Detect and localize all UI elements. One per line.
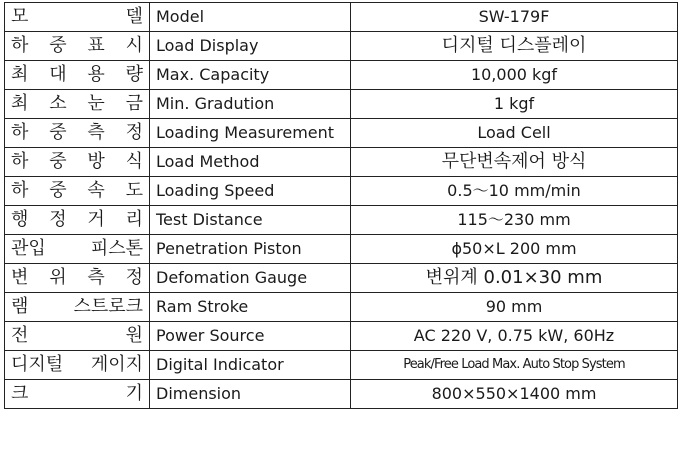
- korean-label-part: 측: [87, 122, 105, 143]
- spec-value: 10,000 kgf: [351, 61, 678, 90]
- korean-label-part: 눈: [87, 93, 105, 114]
- korean-label-part: 표: [87, 35, 105, 56]
- spec-value: 0.5～10 mm/min: [351, 177, 678, 206]
- table-row: [5, 322, 678, 351]
- english-label: Max. Capacity: [150, 61, 351, 90]
- english-label: Penetration Piston: [150, 235, 351, 264]
- korean-label-part: 위: [49, 267, 67, 288]
- korean-label-cell: [5, 351, 150, 380]
- spec-value: 90 mm: [351, 293, 678, 322]
- table-row: [5, 293, 678, 322]
- spec-value: 1 kgf: [351, 90, 678, 119]
- korean-label-part: 하: [11, 151, 29, 172]
- english-label: Dimension: [150, 380, 351, 409]
- korean-label-part: 관입: [11, 238, 46, 259]
- spec-value: SW-179F: [351, 3, 678, 32]
- korean-label-cell: [5, 32, 150, 61]
- korean-label-cell: [5, 119, 150, 148]
- table-row: [5, 177, 678, 206]
- korean-label: [11, 293, 143, 321]
- english-label: Test Distance: [150, 206, 351, 235]
- korean-label: [11, 206, 143, 234]
- spec-value: Peak/Free Load Max. Auto Stop System: [351, 351, 678, 380]
- korean-label-part: 정: [49, 209, 67, 230]
- korean-label-part: 게이지: [90, 354, 143, 375]
- korean-label-part: 디지털: [11, 354, 64, 375]
- korean-label: [11, 32, 143, 60]
- korean-label-part: 변: [11, 267, 29, 288]
- korean-label-part: 원: [125, 325, 143, 346]
- table-row: [5, 235, 678, 264]
- korean-label-part: 측: [87, 267, 105, 288]
- spec-table-body: [5, 3, 678, 409]
- english-label: Loading Measurement: [150, 119, 351, 148]
- korean-label-cell: [5, 322, 150, 351]
- korean-label-part: 기: [125, 383, 143, 404]
- korean-label-cell: [5, 61, 150, 90]
- english-label: Digital Indicator: [150, 351, 351, 380]
- korean-label-part: 하: [11, 122, 29, 143]
- korean-label-part: 최: [11, 64, 29, 85]
- korean-label-part: 금: [125, 93, 143, 114]
- korean-label-part: 거: [87, 209, 105, 230]
- korean-label-cell: [5, 148, 150, 177]
- korean-label-part: 스트로크: [73, 296, 143, 317]
- korean-label-part: 하: [11, 180, 29, 201]
- table-row: [5, 264, 678, 293]
- korean-label-part: 대: [49, 64, 67, 85]
- korean-label-part: 모: [11, 6, 29, 27]
- korean-label-part: 중: [49, 180, 67, 201]
- table-row: [5, 351, 678, 380]
- korean-label-part: 정: [125, 267, 143, 288]
- korean-label-cell: [5, 206, 150, 235]
- spec-value: Load Cell: [351, 119, 678, 148]
- english-label: Load Display: [150, 32, 351, 61]
- korean-label-part: 중: [49, 35, 67, 56]
- korean-label-part: 행: [11, 209, 29, 230]
- korean-label-part: 피스톤: [90, 238, 143, 259]
- korean-label-part: 도: [125, 180, 143, 201]
- spec-value: ϕ50×L 200 mm: [351, 235, 678, 264]
- korean-label: [11, 322, 143, 350]
- korean-label: [11, 351, 143, 379]
- english-label: Defomation Gauge: [150, 264, 351, 293]
- english-label: Ram Stroke: [150, 293, 351, 322]
- korean-label: [11, 264, 143, 292]
- english-label: Model: [150, 3, 351, 32]
- korean-label: [11, 177, 143, 205]
- korean-label-cell: [5, 235, 150, 264]
- korean-label: [11, 235, 143, 263]
- korean-label-part: 정: [125, 122, 143, 143]
- korean-label: [11, 148, 143, 176]
- spec-value: 800×550×1400 mm: [351, 380, 678, 409]
- spec-value: 무단변속제어 방식: [351, 148, 678, 177]
- korean-label-cell: [5, 177, 150, 206]
- english-label: Power Source: [150, 322, 351, 351]
- korean-label-part: 리: [125, 209, 143, 230]
- table-row: [5, 32, 678, 61]
- korean-label-cell: [5, 3, 150, 32]
- table-row: [5, 61, 678, 90]
- spec-value: 디지털 디스플레이: [351, 32, 678, 61]
- table-row: [5, 3, 678, 32]
- korean-label-part: 식: [125, 151, 143, 172]
- korean-label: [11, 61, 143, 89]
- table-row: [5, 90, 678, 119]
- korean-label-part: 크: [11, 383, 29, 404]
- english-label: Load Method: [150, 148, 351, 177]
- korean-label: [11, 90, 143, 118]
- korean-label-cell: [5, 90, 150, 119]
- korean-label-part: 하: [11, 35, 29, 56]
- korean-label-part: 중: [49, 122, 67, 143]
- spec-value: 변위계 0.01×30 mm: [351, 264, 678, 293]
- korean-label-cell: [5, 293, 150, 322]
- spec-value: 115～230 mm: [351, 206, 678, 235]
- korean-label-part: 델: [125, 6, 143, 27]
- korean-label-part: 속: [87, 180, 105, 201]
- korean-label: [11, 119, 143, 147]
- spec-table: [4, 2, 678, 409]
- korean-label-part: 램: [11, 296, 29, 317]
- spec-value: AC 220 V, 0.75 kW, 60Hz: [351, 322, 678, 351]
- table-row: [5, 119, 678, 148]
- korean-label-cell: [5, 264, 150, 293]
- korean-label-part: 용: [87, 64, 105, 85]
- korean-label-part: 소: [49, 93, 67, 114]
- korean-label-part: 최: [11, 93, 29, 114]
- korean-label: [11, 3, 143, 31]
- korean-label-part: 전: [11, 325, 29, 346]
- korean-label-part: 중: [49, 151, 67, 172]
- table-row: [5, 206, 678, 235]
- korean-label-part: 량: [125, 64, 143, 85]
- table-row: [5, 380, 678, 409]
- korean-label-cell: [5, 380, 150, 409]
- table-row: [5, 148, 678, 177]
- korean-label-part: 방: [87, 151, 105, 172]
- korean-label: [11, 380, 143, 408]
- english-label: Loading Speed: [150, 177, 351, 206]
- korean-label-part: 시: [125, 35, 143, 56]
- english-label: Min. Gradution: [150, 90, 351, 119]
